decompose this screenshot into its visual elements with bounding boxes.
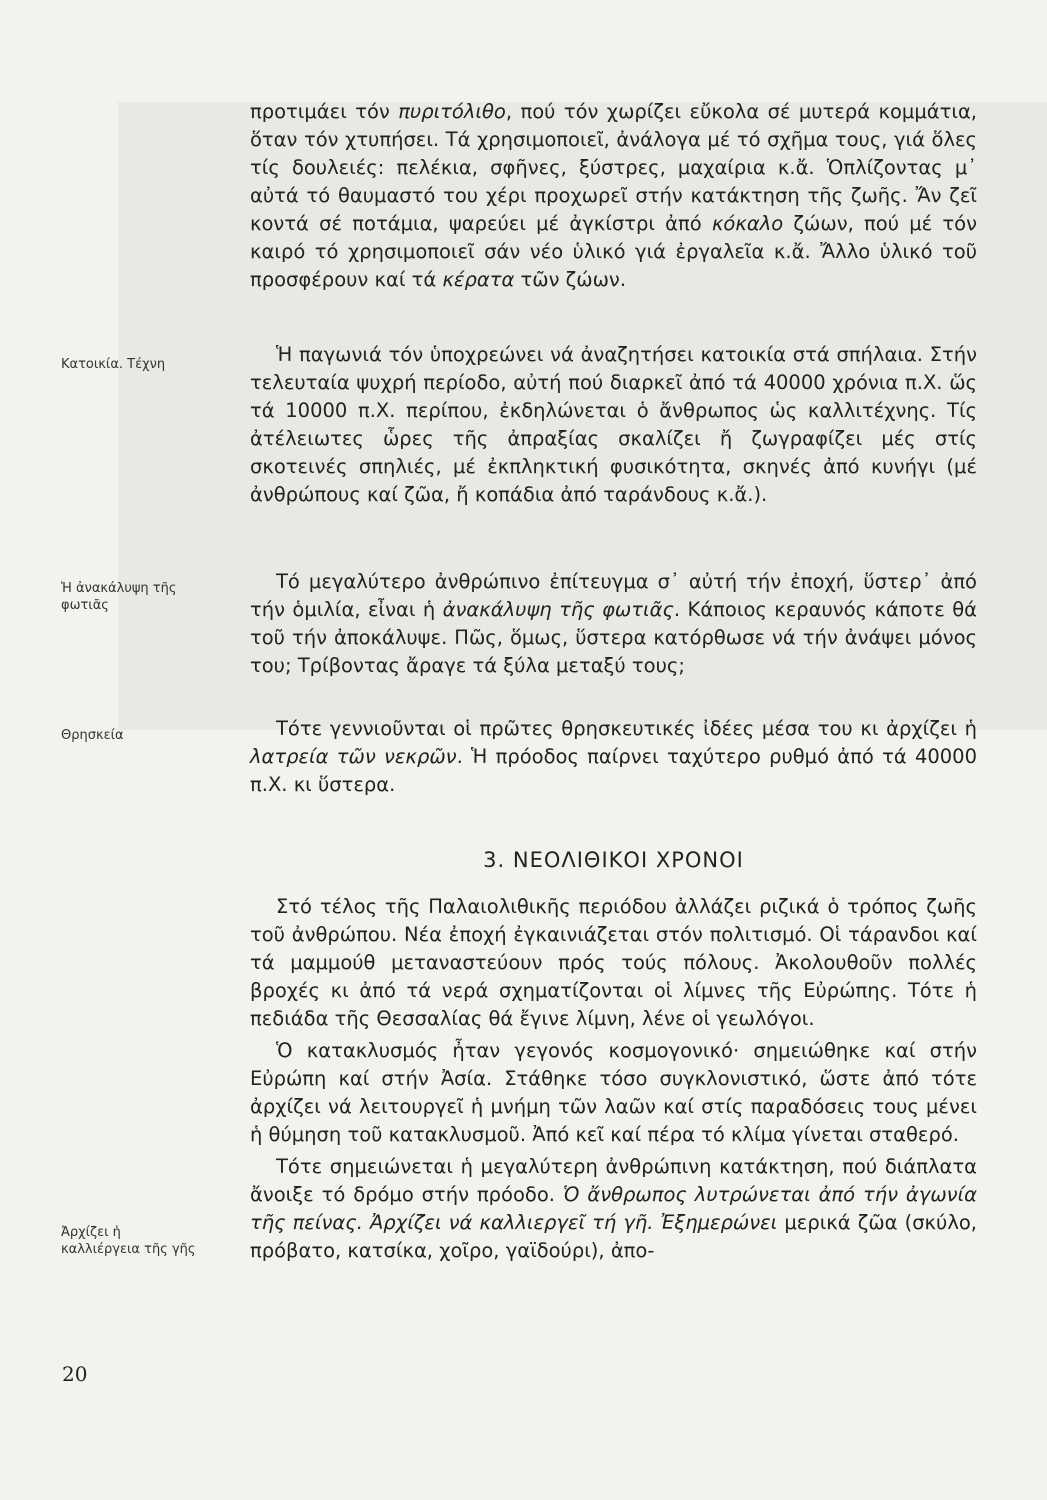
section-body: [250, 893, 977, 1265]
paragraph-religion: [250, 715, 977, 799]
italic-term: πυριτόλιθο: [398, 100, 506, 123]
text-run: . Ἡ πρόοδος παίρνει ταχύτερο ρυθμό ἀπό τά 40000 π.Χ. κι ὕστερα.: [250, 745, 977, 796]
paragraph-caves-art-text: Ἡ παγωνιά τόν ὑποχρεώνει νά ἀναζητήσει κατοικία στά σπήλαια. Στήν τελευταία ψυχρή περίοδο, αὐτή πού διαρκεῖ ἀπό τά 40000 χρόνια π.Χ. ὥς τά 10000 π.Χ. περίπου, ἐκδηλώνεται ὁ ἄνθρωπος ὡς καλλιτέχνης. Τίς ἀτέλειωτες ὧρες τῆς ἀπραξίας σκαλίζει ἤ ζωγραφίζει μές στίς σκοτεινές σπηλιές, μέ ἐκπληκτική φυσικότητα, σκηνές ἀπό κυνήγι (μέ ἀνθρώπους καί ζῶα, ἤ κοπάδια ἀπό ταράνδους κ.ἄ.).: [250, 343, 977, 506]
paragraph-fire-text: [250, 568, 977, 680]
text-run: Τότε γεννιοῦνται οἱ πρῶτες θρησκευτικές ἰδέες μέσα του κι ἀρχίζει ἡ: [276, 717, 977, 740]
margin-note-agriculture: Ἀρχίζει ἡ καλλιέργεια τῆς γῆς: [61, 1225, 196, 1257]
italic-term: Ὁ ἄνθρωπος λυτρώνεται ἀπό τήν ἀγωνία τῆς πείνας. Ἀρχίζει νά καλλιεργεῖ τή γῆ. Ἐξημερώνει: [250, 1183, 977, 1234]
margin-note-dwelling-art: Κατοικία. Τέχνη: [61, 357, 166, 372]
text-run: Τό μεγαλύτερο ἀνθρώπινο ἐπίτευγμα σ᾽ αὐτή τήν ἐποχή, ὕστερ᾽ ἀπό τήν ὁμιλία, εἶναι ἡ: [250, 570, 977, 621]
paragraph-tools-text: [250, 98, 977, 294]
paragraph-tools: [250, 98, 977, 294]
text-run: , πού τόν χωρίζει εὔκολα σέ μυτερά κομμάτια, ὅταν τόν χτυπήσει. Τά χρησιμοποιεῖ, ἀνάλογα μέ τό σχῆμα τους, γιά ὅλες τίς δουλειές: πελέκια, σφῆνες, ξύστρες, μαχαίρια κ.ἄ. Ὁπλίζοντας μ᾽ αὐτά τό θαυμαστό του χέρι προχωρεῖ στήν κατάκτηση τῆς ζωῆς. Ἄν ζεῖ κοντά σέ ποτάμια, ψαρεύει μέ ἀγκίστρι ἀπό: [250, 100, 977, 235]
italic-term: κέρατα: [442, 268, 515, 291]
paragraph-neolithic-change: Στό τέλος τῆς Παλαιολιθικῆς περιόδου ἀλλάζει ριζικά ὁ τρόπος ζωῆς τοῦ ἀνθρώπου. Νέα ἐποχή ἐγκαινιάζεται στόν πολιτισμό. Οἱ τάρανδοι καί τά μαμμούθ μεταναστεύουν πρός τούς πόλους. Ἀκολουθοῦν πολλές βροχές κι ἀπό τά νερά σχηματίζονται οἱ λίμνες τῆς Εὐρώπης. Τότε ἡ πεδιάδα τῆς Θεσσαλίας θά ἔγινε λίμνη, λένε οἱ γεωλόγοι.: [250, 895, 977, 1030]
section-heading: 3. ΝΕΟΛΙΘΙΚΟΙ ΧΡΟΝΟΙ: [483, 848, 744, 872]
text-run: τῶν ζώων.: [514, 268, 627, 291]
margin-note-fire-discovery: Ἡ ἀνακάλυψη τῆς φωτιᾶς: [61, 581, 177, 613]
paragraph-religion-text: [250, 715, 977, 799]
text-run: προτιμάει τόν: [250, 100, 399, 123]
italic-term: ἀνακάλυψη τῆς φωτιᾶς: [442, 598, 674, 621]
paragraph-caves-art: [250, 341, 977, 509]
italic-term: κόκαλο: [711, 212, 784, 235]
italic-term: λατρεία τῶν νεκρῶν: [250, 745, 457, 768]
margin-note-religion: Θρησκεία: [61, 728, 124, 743]
text-run: Τότε σημειώνεται ἡ μεγαλύτερη ἀνθρώπινη κατάκτηση, πού διάπλατα ἄνοιξε τό δρόμο στήν πρόοδο.: [250, 1155, 977, 1206]
text-run: . Κάποιος κεραυνός κάποτε θά τοῦ τήν ἀποκάλυψε. Πῶς, ὅμως, ὕστερα κατόρθωσε νά τήν ἀνάψει μόνος του; Τρίβοντας ἄραγε τά ξύλα μεταξύ τους;: [250, 598, 977, 677]
text-run: ζώων, πού μέ τόν καιρό τό χρησιμοποιεῖ σάν νέο ὑλικό γιά ἐργαλεῖα κ.ἄ. Ἄλλο ὑλικό τοῦ προσφέρουν καί τά: [250, 212, 977, 291]
paragraph-fire: [250, 568, 977, 680]
paragraph-agriculture: [250, 1153, 977, 1265]
text-run: μερικά ζῶα (σκύλο, πρόβατο, κατσίκα, χοῖρο, γαϊδούρι), ἀπο-: [250, 1211, 977, 1262]
paragraph-flood: Ὁ κατακλυσμός ἦταν γεγονός κοσμογονικό· σημειώθηκε καί στήν Εὐρώπη καί στήν Ἀσία. Στάθηκε τόσο συγκλονιστικό, ὥστε ἀπό τότε ἀρχίζει νά λειτουργεῖ ἡ μνήμη τῶν λαῶν καί στίς παραδόσεις τους μένει ἡ θύμηση τοῦ κατακλυσμοῦ. Ἀπό κεῖ καί πέρα τό κλίμα γίνεται σταθερό.: [250, 1039, 977, 1146]
page-number: 20: [62, 1362, 88, 1386]
